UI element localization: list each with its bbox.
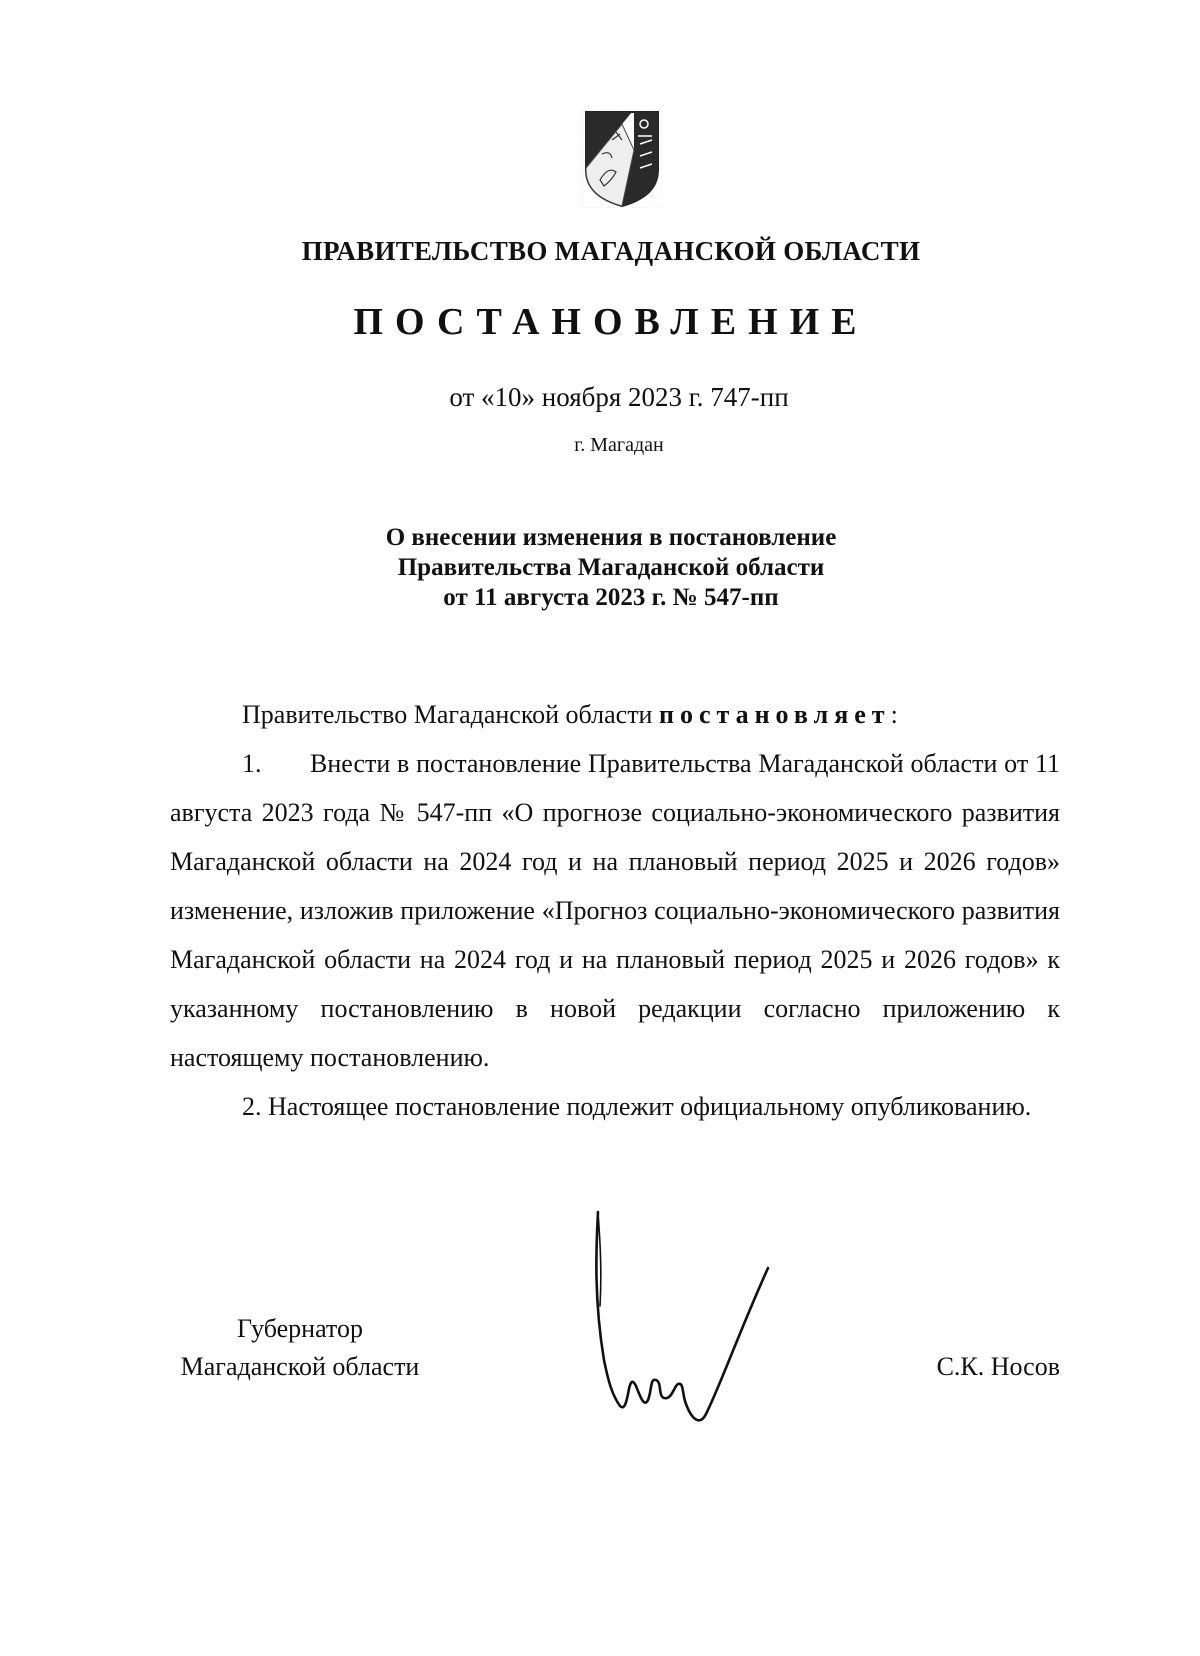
organization-title: ПРАВИТЕЛЬСТВО МАГАДАНСКОЙ ОБЛАСТИ	[301, 236, 921, 266]
document-body	[170, 690, 1060, 1131]
item-1-paragraph	[170, 739, 1060, 1082]
coat-of-arms-icon	[582, 110, 662, 208]
position-line-1: Губернатор	[237, 1314, 363, 1343]
intro-keyword: постановляет	[658, 700, 891, 729]
intro-paragraph	[170, 690, 1060, 739]
subject-line-2: Правительства Магаданской области	[397, 554, 825, 581]
handwritten-signature	[590, 1210, 820, 1450]
subject-line-1: О внесении изменения в постановление	[385, 524, 837, 551]
item-2-paragraph: 2. Настоящее постановление подлежит официальному опубликованию.	[242, 1092, 1032, 1121]
signatory-name: С.К. Носов	[936, 1352, 1060, 1381]
intro-prefix: Правительство Магаданской области	[242, 700, 659, 729]
item-1-text: Внести в постановление Правительства Магаданской области от 11 августа 2023 года № 547-пп «О прогнозе социально-экономического развития Магаданской области на 2024 год и на плановый период 2025 и 2026 годов» изменение, изложив приложение «Прогноз социально-экономического развития Магаданской области на 2024 год и на плановый период 2025 и 2026 годов» к указанному постановлению в новой редакции согласно приложению к настоящему постановлению.	[170, 749, 1060, 1072]
document-type-heading: ПОСТАНОВЛЕНИЕ	[353, 301, 869, 343]
item-1-number: 1.	[242, 749, 262, 778]
position-line-2: Магаданской области	[180, 1352, 420, 1381]
signatory-position	[170, 1310, 430, 1386]
document-subject	[0, 523, 1200, 613]
document-city: г. Магадан	[574, 434, 664, 456]
subject-line-3: от 11 августа 2023 г. № 547-пп	[443, 584, 779, 611]
intro-suffix: :	[890, 700, 898, 729]
document-date-number: от «10» ноября 2023 г. 747-пп	[449, 382, 789, 412]
